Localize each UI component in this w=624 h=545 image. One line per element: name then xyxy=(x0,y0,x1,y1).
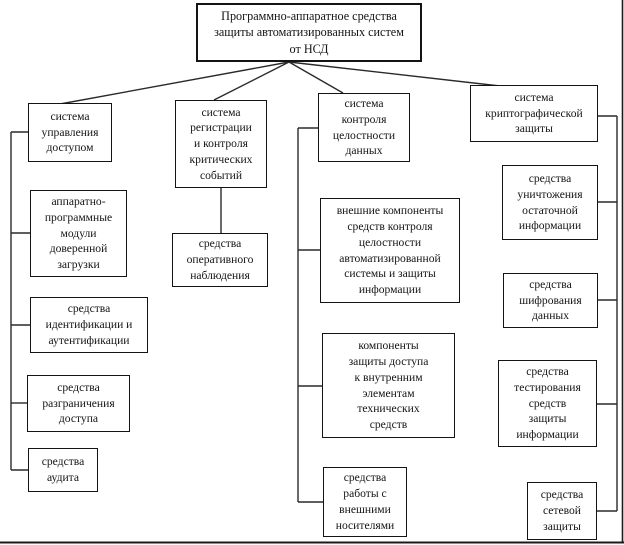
node-identification-authentication: средства идентификации и аутентификации xyxy=(30,297,148,353)
node-operational-monitoring: средства оперативного наблюдения xyxy=(172,233,268,287)
node-external-integrity-components: внешние компоненты средств контроля целостности автоматизированной системы и защиты информации xyxy=(320,198,460,303)
node-network-protection: средства сетевой защиты xyxy=(527,482,597,540)
node-root-protection-means: Программно-аппаратное средства защиты автоматизированных систем от НСД xyxy=(196,3,422,62)
node-data-encryption: средства шифрования данных xyxy=(503,273,598,328)
branch4-connectors xyxy=(597,116,617,511)
root-fan-connectors xyxy=(60,62,500,104)
node-access-control-system: система управления доступом xyxy=(28,103,112,162)
node-protection-testing-tools: средства тестирования средств защиты информации xyxy=(498,360,597,447)
node-event-registration-system: система регистрации и контроля критических событий xyxy=(175,100,267,188)
node-cryptographic-protection-system: система криптографической защиты xyxy=(470,85,598,142)
node-external-media-tools: средства работы с внешними носителями xyxy=(323,467,407,537)
branch3-connectors xyxy=(298,128,323,502)
node-residual-info-destruction: средства уничтожения остаточной информации xyxy=(502,165,598,240)
node-internal-access-protection-components: компоненты защиты доступа к внутренним элементам технических средств xyxy=(322,333,455,438)
node-access-delimitation: средства разграничения доступа xyxy=(27,375,130,432)
node-data-integrity-system: система контроля целостности данных xyxy=(318,93,410,162)
node-trusted-boot-modules: аппаратно-программные модули доверенной загрузки xyxy=(30,190,127,277)
node-audit-tools: средства аудита xyxy=(28,448,98,492)
